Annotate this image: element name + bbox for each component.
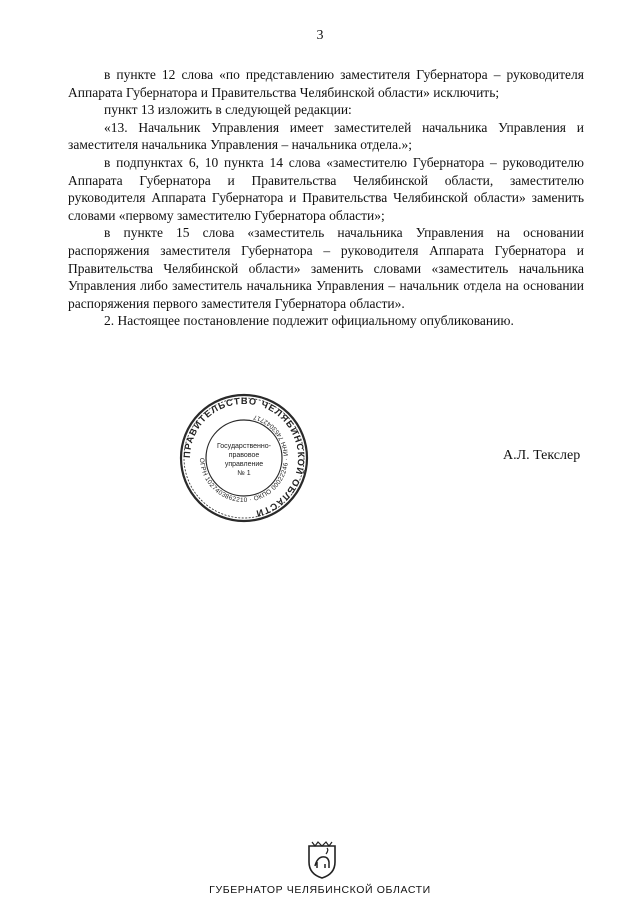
official-seal-stamp [178, 392, 310, 524]
paragraph: «13. Начальник Управления имеет заместителей начальника Управления и заместителя начальника Управления – начальника отдела.»; [68, 119, 584, 153]
seal-outer-text: ПРАВИТЕЛЬСТВО ЧЕЛЯБИНСКОЙ ОБЛАСТИ [181, 395, 307, 519]
coat-of-arms-icon [305, 840, 339, 880]
signatory-name: А.Л. Текслер [503, 448, 581, 463]
footer-issuer-title: ГУБЕРНАТОР ЧЕЛЯБИНСКОЙ ОБЛАСТИ [209, 884, 431, 896]
seal-center-line: управление [224, 461, 264, 468]
seal-center-line: Государственно- [216, 443, 272, 450]
paragraph: в пункте 12 слова «по представлению заместителя Губернатора – руководителя Аппарата Губернатора и Правительства Челябинской области» исключить; [68, 67, 584, 100]
seal-center-line: № 1 [237, 470, 251, 477]
document-body [68, 66, 584, 330]
paragraph: в подпунктах 6, 10 пункта 14 слова «заместителю Губернатора – руководителю Аппарата Губернатора и Правительства Челябинской области, заместителю руководителя Аппарата Губернатора и Правительства Челябинской области» заменить словами «первому заместителю Губернатора области»; [68, 154, 584, 223]
paragraph: пункт 13 изложить в следующей редакции: [104, 102, 352, 118]
page-number: 3 [316, 28, 324, 43]
seal-codes-text: ОГРН 1027403862210 · ОКПО 00022246 · ИНН 7453042717 [197, 413, 291, 505]
paragraph: 2. Настоящее постановление подлежит официальному опубликованию. [104, 313, 514, 329]
paragraph: в пункте 15 слова «заместитель начальника Управления на основании распоряжения заместителя Губернатора – руководителя Аппарата Губернатора и Правительства Челябинской области» заменить словами «заместитель начальника Управления либо заместитель начальника Управления – начальник отдела на основании распоряжения первого заместителя Губернатора области». [68, 225, 584, 311]
seal-center-line: правовое [228, 452, 260, 459]
